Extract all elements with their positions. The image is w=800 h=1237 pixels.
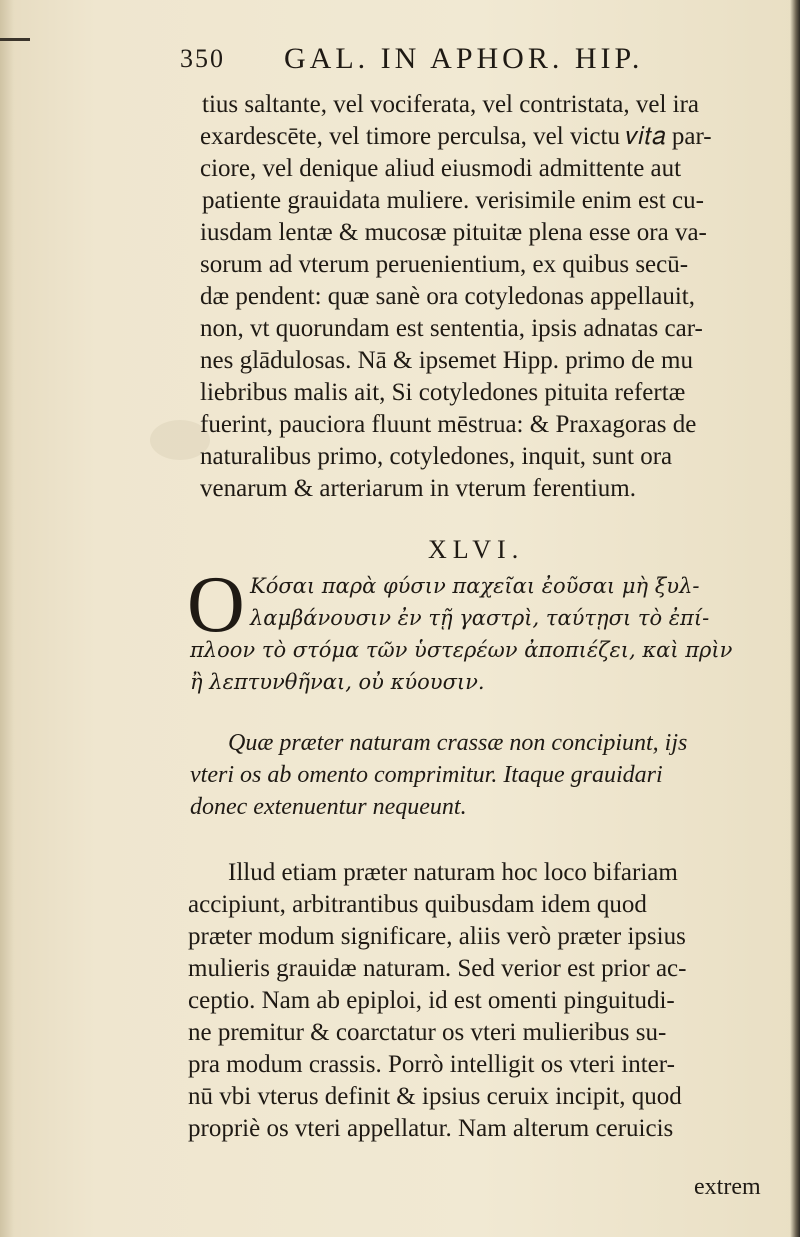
greek-line: λαμβάνουσιν ἐν τῇ γαστρὶ, ταύτῃσι τὸ ἐπί- xyxy=(250,606,710,630)
catchword: extrem xyxy=(694,1174,761,1200)
text-line: dæ pendent: quæ sanè ora cotyledonas appellauit, xyxy=(200,283,696,310)
translation-line: vteri os ab omento comprimitur. Itaque grauidari xyxy=(190,762,663,788)
text-line: fuerint, pauciora fluunt mēstrua: & Praxagoras de xyxy=(200,411,697,438)
text-line: Illud etiam præter naturam hoc loco bifariam xyxy=(228,859,678,886)
text-line: ciore, vel denique aliud eiusmodi admittente aut xyxy=(200,155,682,182)
text-line: naturalibus primo, cotyledones, inquit, sunt ora xyxy=(200,443,673,470)
page-edge-shadow xyxy=(790,0,800,1237)
text-line: liebribus malis ait, Si cotyledones pituita refertæ xyxy=(200,379,686,406)
text-line: nū vbi vterus definit & ipsius ceruix incipit, quod xyxy=(188,1083,682,1110)
text-line: ne premitur & coarctatur os vteri mulieribus su- xyxy=(188,1019,667,1046)
greek-line: ἢ λεπτυνθῆναι, οὐ κύουσιν. xyxy=(190,670,485,694)
text-line: sorum ad vterum peruenientium, ex quibus secū- xyxy=(200,251,689,278)
text-line: nes glādulosas. Nā & ipsemet Hipp. primo de mu xyxy=(200,347,693,374)
drop-cap: O xyxy=(187,561,245,649)
text-line: non, vt quorundam est sententia, ipsis adnatas car- xyxy=(200,315,703,342)
greek-line: πλοον τὸ στόμα τῶν ὑστερέων ἀποπιέζει, καὶ πρὶν xyxy=(190,638,733,662)
text-line: propriè os vteri appellatur. Nam alterum ceruicis xyxy=(188,1115,674,1142)
page-gutter-shadow xyxy=(0,0,14,1237)
text-line: venarum & arteriarum in vterum ferentium. xyxy=(200,475,636,502)
aphorism-number: XLVI. xyxy=(428,535,525,564)
translation-line: donec extenuentur nequeunt. xyxy=(190,794,467,820)
text-line: iusdam lentæ & mucosæ pituitæ plena esse ora va- xyxy=(200,219,707,246)
text-line: pra modum crassis. Porrò intelligit os vteri inter- xyxy=(188,1051,675,1078)
running-title: GAL. IN APHOR. HIP. xyxy=(284,42,644,75)
margin-rule xyxy=(0,38,30,41)
page-header xyxy=(180,40,740,90)
page-number: 350 xyxy=(180,44,225,73)
translation-line: Quæ præter naturam crassæ non concipiunt, ijs xyxy=(228,730,688,756)
text-line: tius saltante, vel vociferata, vel contristata, vel ira xyxy=(202,91,700,118)
text-line: præter modum significare, aliis verò præter ipsius xyxy=(188,923,686,950)
greek-line: Κόσαι παρὰ φύσιν παχεῖαι ἐοῦσαι μὴ ξυλ- xyxy=(250,574,700,598)
text-line: exardescēte, vel timore perculsa, vel victu 𝑣𝑖𝑡𝑎 par- xyxy=(200,123,712,150)
text-line: patiente grauidata muliere. verisimile enim est cu- xyxy=(202,187,704,214)
text-line: accipiunt, arbitrantibus quibusdam idem quod xyxy=(188,891,647,918)
text-line: mulieris grauidæ naturam. Sed verior est prior ac- xyxy=(188,955,687,982)
text-line: ceptio. Nam ab epiploi, id est omenti pinguitudi- xyxy=(188,987,675,1014)
